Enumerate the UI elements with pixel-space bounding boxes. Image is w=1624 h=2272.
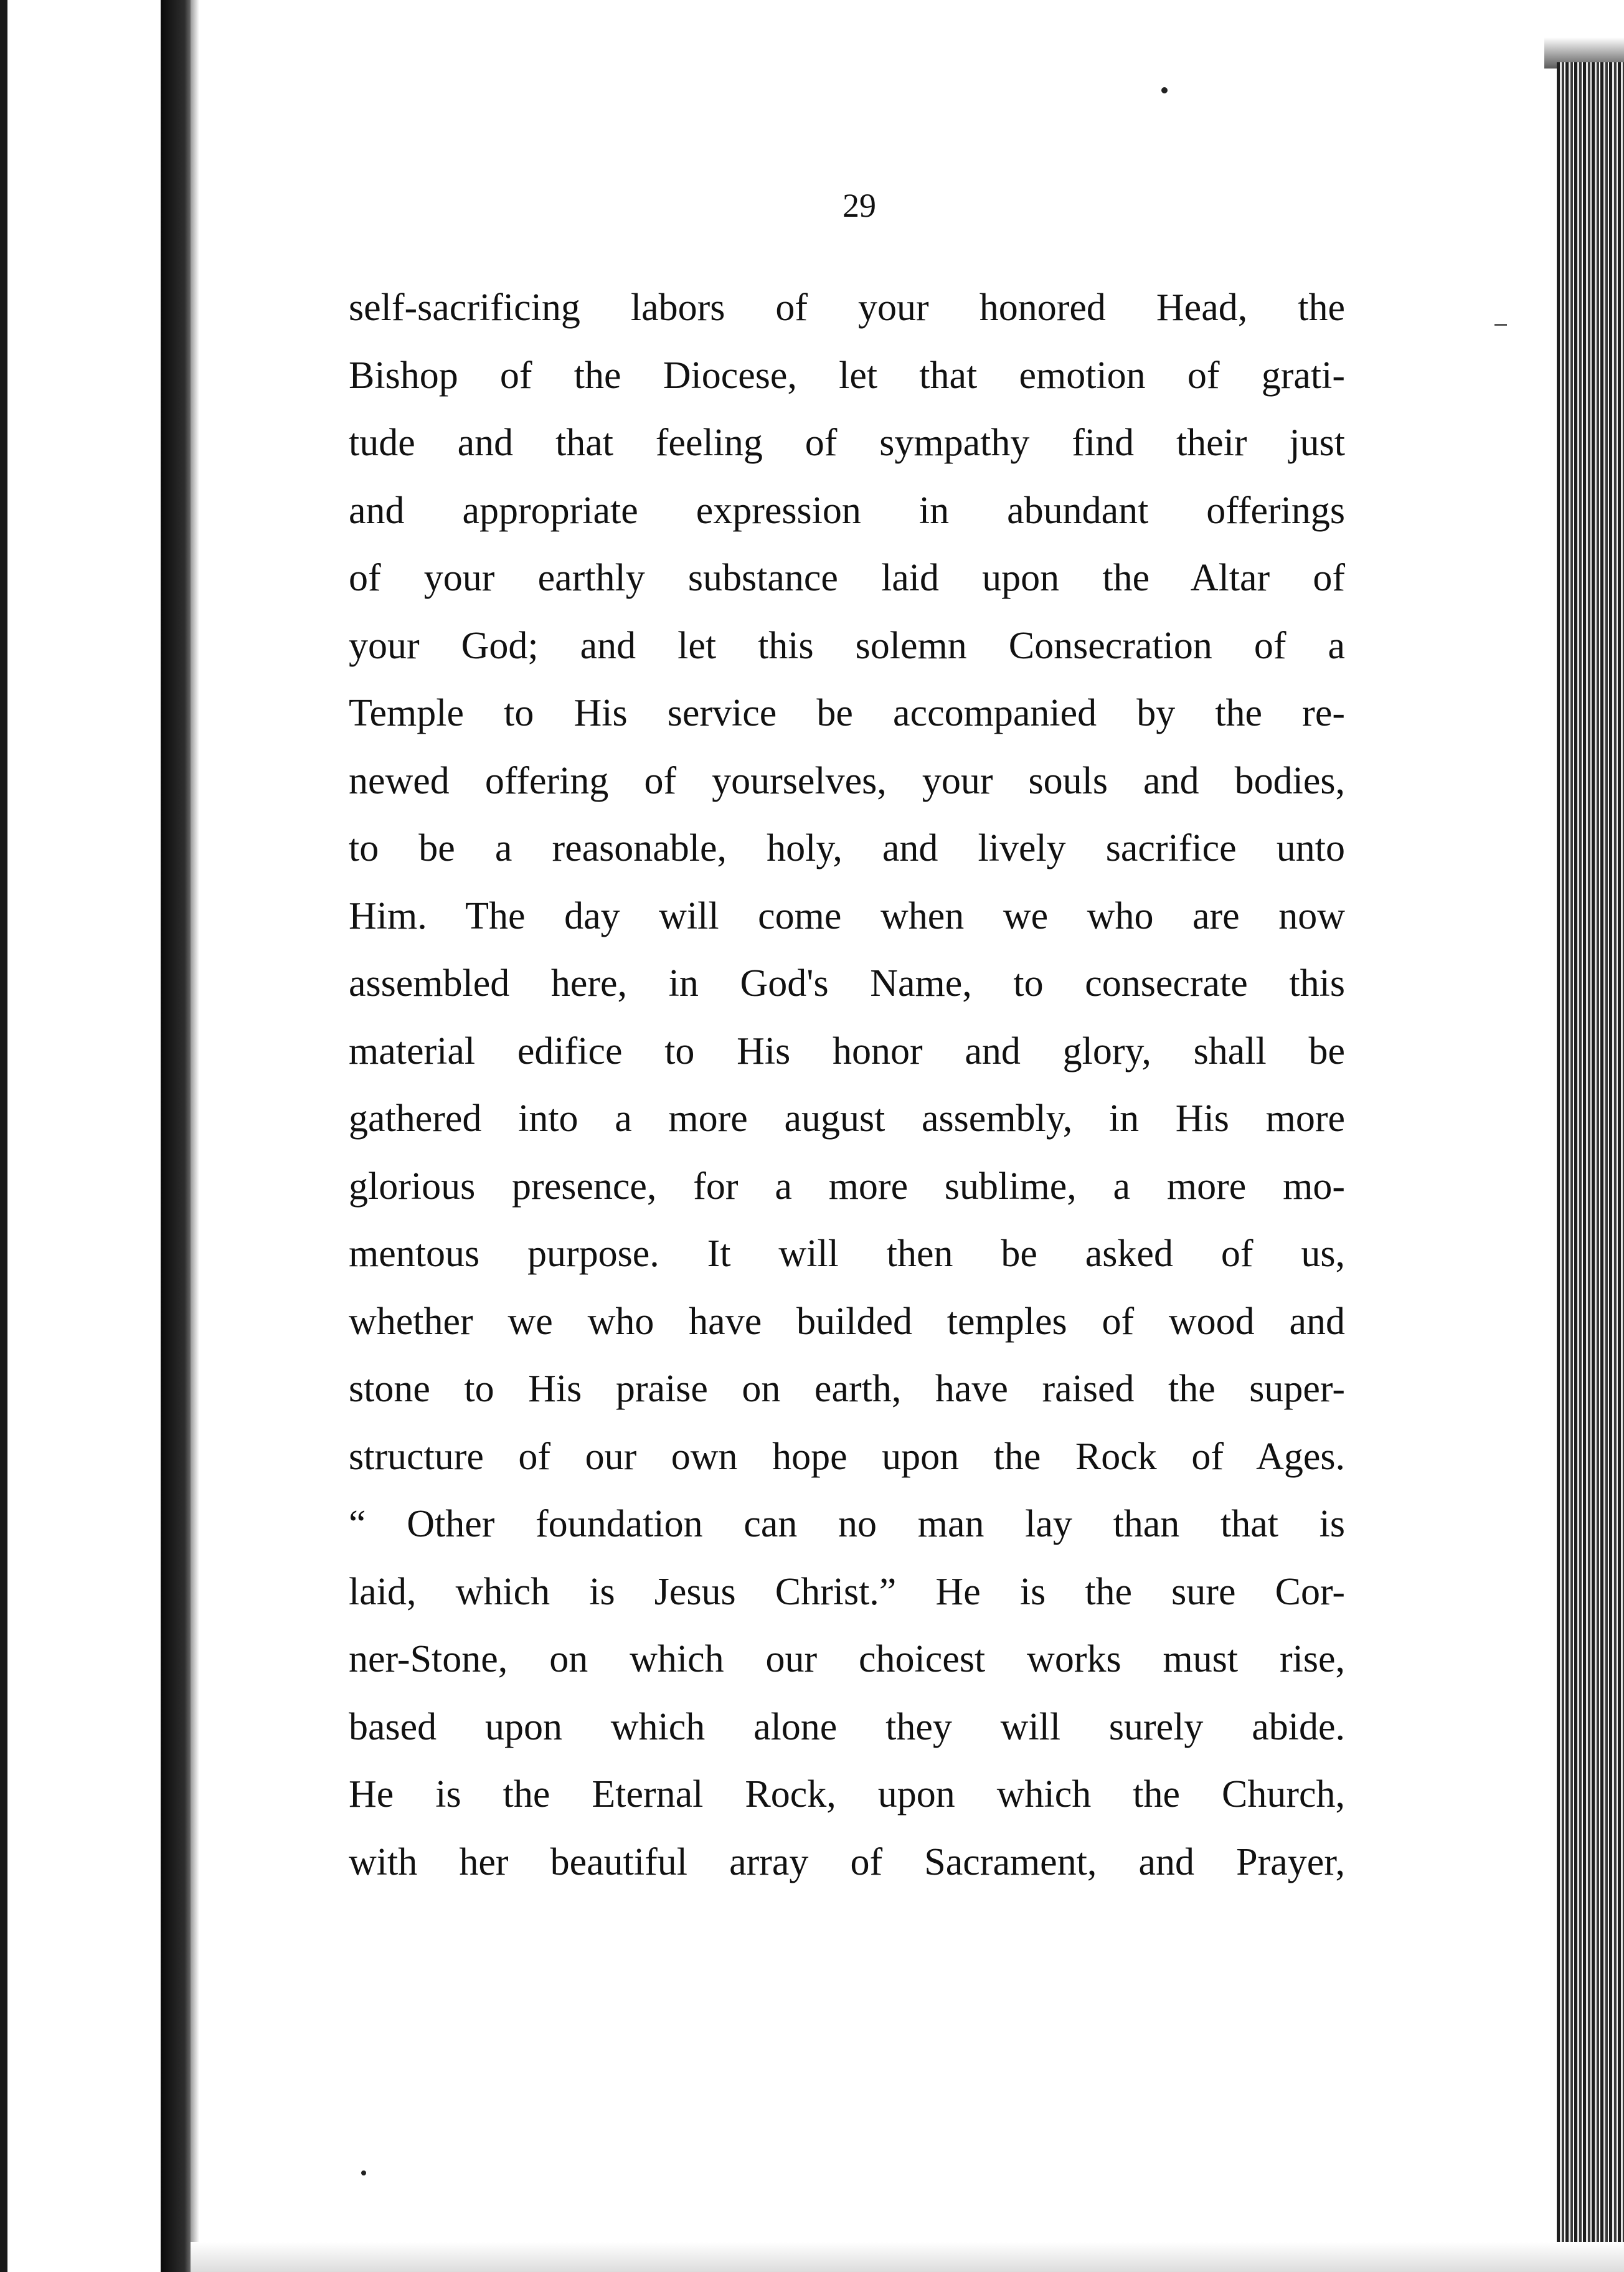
left-page-edge [0,0,7,2272]
text-line: whether we who have builded temples of wood and [349,1300,1345,1343]
text-line: structure of our own hope upon the Rock of Ages. [349,1435,1345,1478]
text-line: based upon which alone they will surely abide. [349,1705,1345,1748]
text-line: assembled here, in God's Name, to consecrate this [349,962,1345,1005]
text-line: stone to His praise on earth, have raised the super- [349,1368,1345,1410]
ink-speck [361,2170,366,2175]
margin-mark [1494,324,1507,326]
text-line: gathered into a more august assembly, in His more [349,1097,1345,1140]
text-line: “ Other foundation can no man lay than that is [349,1503,1345,1545]
text-line: Temple to His service be accompanied by the re- [349,692,1345,734]
text-line: with her beautiful array of Sacrament, and Prayer, [349,1840,1345,1883]
bottom-shadow [191,2242,1624,2272]
text-line: laid, which is Jesus Christ.” He is the sure Cor- [349,1570,1345,1613]
text-line: glorious presence, for a more sublime, a more mo- [349,1165,1345,1208]
text-line: newed offering of yourselves, your souls and bodies, [349,759,1345,802]
text-line: Bishop of the Diocese, let that emotion of grati- [349,354,1345,397]
book-binding-gutter [161,0,191,2272]
page-stack-edge [1557,62,1624,2272]
text-line: mentous purpose. It will then be asked of us, [349,1233,1345,1275]
page-number: 29 [843,187,876,224]
text-line: to be a reasonable, holy, and lively sacrifice unto [349,827,1345,869]
body-text [349,274,1345,1896]
text-line: material edifice to His honor and glory, shall be [349,1030,1345,1072]
text-line: Him. The day will come when we who are now [349,894,1345,937]
text-line: tude and that feeling of sympathy find their just [349,422,1345,464]
text-line: your God; and let this solemn Consecration of a [349,624,1345,667]
ink-speck [1161,87,1168,93]
binding-shadow [191,0,199,2272]
text-line: self-sacrificing labors of your honored Head, the [349,286,1345,329]
text-line: of your earthly substance laid upon the Altar of [349,557,1345,599]
text-line: and appropriate expression in abundant offerings [349,489,1345,532]
text-line: ner-Stone, on which our choicest works must rise, [349,1638,1345,1680]
text-line: He is the Eternal Rock, upon which the Church, [349,1773,1345,1815]
